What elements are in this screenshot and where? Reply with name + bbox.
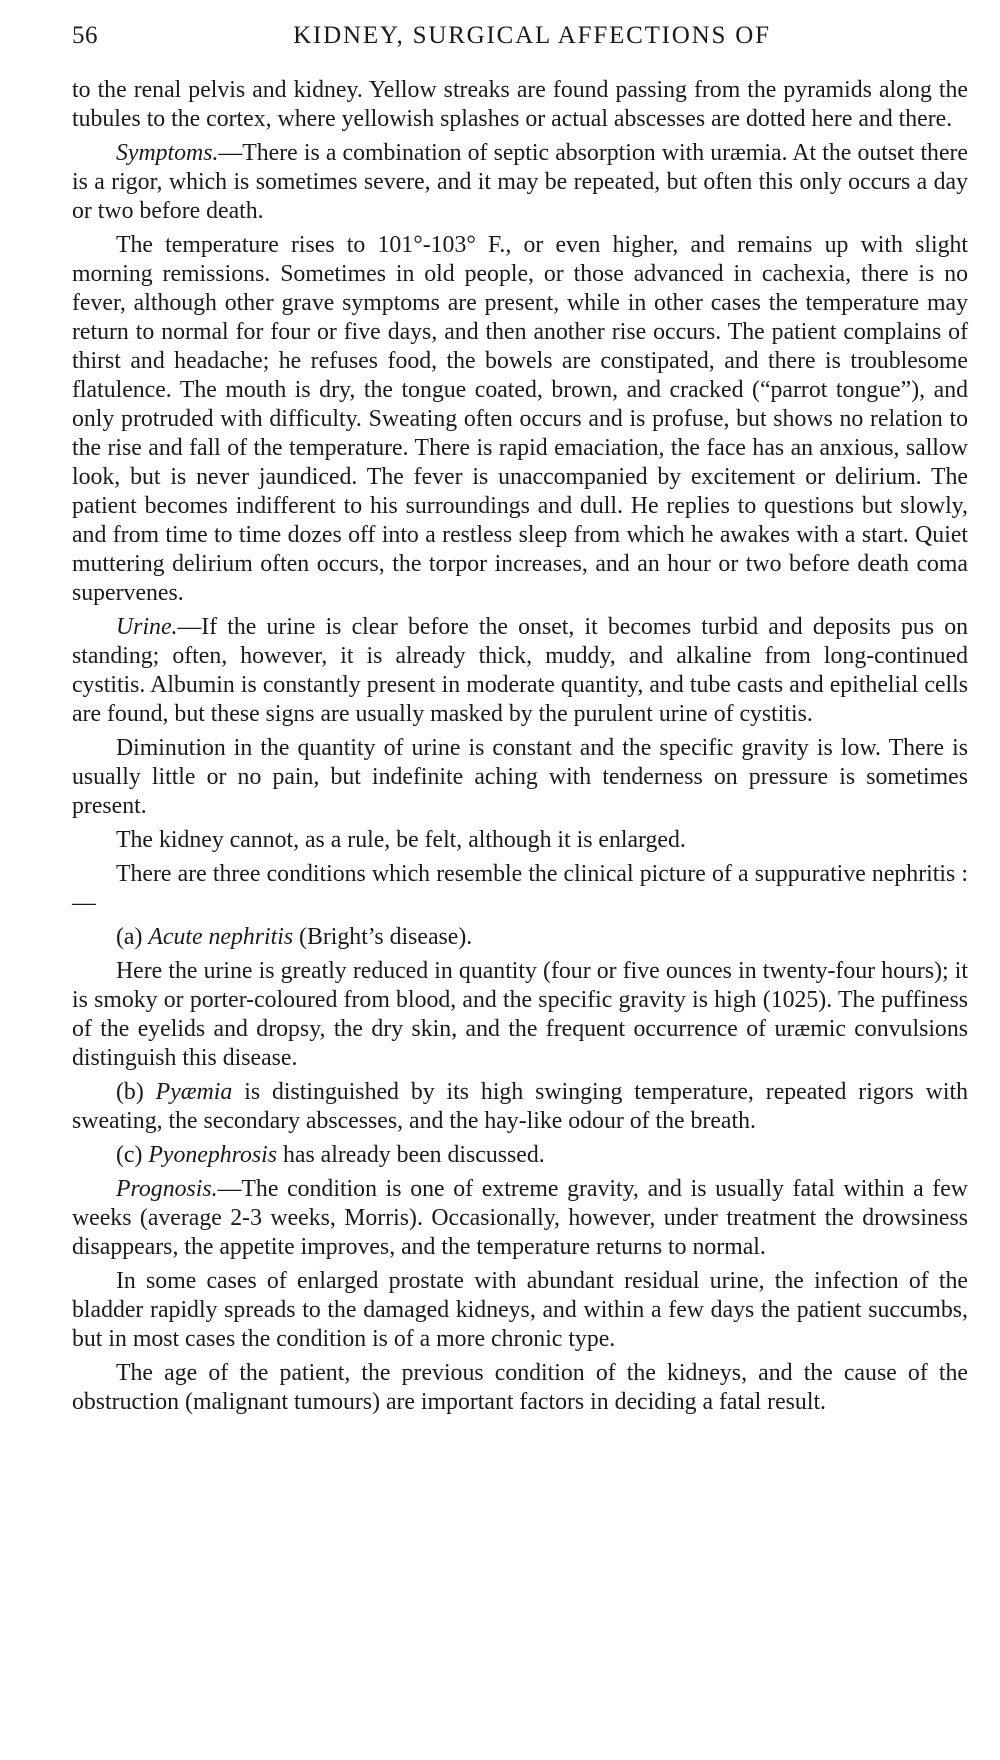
- page-number: 56: [72, 22, 98, 49]
- paragraph: In some cases of enlarged prostate with abundant residual urine, the infection of the bladder rapidly spreads to the damaged kidneys, and within a few days the patient succumbs, but in most cases the condition is of a more chronic type.: [72, 1268, 968, 1352]
- list-item-b: (b) Pyæmia is distinguished by its high swinging temperature, repeated rigors with sweating, the secondary abscesses, and the hay-like odour of the breath.: [72, 1079, 968, 1134]
- item-lead: Pyonephrosis: [148, 1142, 278, 1168]
- paragraph: The temperature rises to 101°-103° F., or even higher, and remains up with slight morning remissions. Sometimes in old people, or those advanced in cachexia, there is no fever, although other grave symptoms are present, while in other cases the temperature may return to normal for four or five days, and then another rise occurs. The patient complains of thirst and headache; he refuses food, the bowels are constipated, and there is troublesome flatulence. The mouth is dry, the tongue coated, brown, and cracked (“parrot tongue”), and only protruded with difficulty. Sweating often occurs and is profuse, but shows no relation to the rise and fall of the temperature. There is rapid emaciation, the face has an anxious, sallow look, but is never jaundiced. The fever is unaccompanied by excitement or delirium. The patient becomes indifferent to his surroundings and dull. He replies to questions but slowly, and from time to time dozes off into a restless sleep from which he awakes with a start. Quiet muttering delirium often occurs, the torpor increases, and an hour or two before death coma supervenes.: [72, 232, 968, 606]
- item-lead: Acute nephritis: [148, 924, 294, 950]
- paragraph: Here the urine is greatly reduced in quantity (four or five ounces in twenty-four hours); it is smoky or porter-coloured from blood, and the specific gravity is high (1025). The puffiness of the eyelids and dropsy, the dry skin, and the frequent occurrence of uræmic convulsions distinguish this disease.: [72, 958, 968, 1071]
- paragraph-symptoms: Symptoms.—There is a combination of septic absorption with uræmia. At the outset there is a rigor, which is sometimes severe, and it may be repeated, but often this only occurs a day or two before death.: [72, 140, 968, 224]
- running-head: KIDNEY, SURGICAL AFFECTIONS OF: [293, 22, 771, 49]
- paragraph: There are three conditions which resemble the clinical picture of a suppurative nephritis :—: [72, 861, 968, 916]
- paragraph-urine: Urine.—If the urine is clear before the onset, it becomes turbid and deposits pus on standing; often, however, it is already thick, muddy, and alkaline from long-continued cystitis. Albumin is constantly present in moderate quantity, and tube casts and epithelial cells are found, but these signs are usually masked by the purulent urine of cystitis.: [72, 614, 968, 727]
- paragraph: to the renal pelvis and kidney. Yellow streaks are found passing from the pyramids along the tubules to the cortex, where yellowish splashes or actual abscesses are dotted here and there.: [72, 77, 968, 132]
- paragraph: The kidney cannot, as a rule, be felt, although it is enlarged.: [116, 827, 686, 853]
- section-lead: Urine.: [116, 614, 178, 640]
- item-lead: Pyæmia: [155, 1079, 233, 1105]
- section-lead: Prognosis.: [116, 1176, 218, 1202]
- section-lead: Symptoms.: [116, 140, 219, 166]
- page-header: [72, 14, 952, 62]
- paragraph: Diminution in the quantity of urine is constant and the specific gravity is low. There is usually little or no pain, but indefinite aching with tenderness on pressure is sometimes present.: [72, 735, 968, 819]
- body-text: [72, 76, 968, 1422]
- paragraph: The age of the patient, the previous condition of the kidneys, and the cause of the obstruction (malignant tumours) are important factors in deciding a fatal result.: [72, 1360, 968, 1415]
- list-item-c: (c) Pyonephrosis has already been discussed.: [116, 1142, 545, 1168]
- list-item-a: (a) Acute nephritis (Bright’s disease).: [116, 924, 473, 950]
- paragraph-prognosis: Prognosis.—The condition is one of extreme gravity, and is usually fatal within a few weeks (average 2-3 weeks, Morris). Occasionally, however, under treatment the drowsiness disappears, the appetite improves, and the temperature returns to normal.: [72, 1176, 968, 1260]
